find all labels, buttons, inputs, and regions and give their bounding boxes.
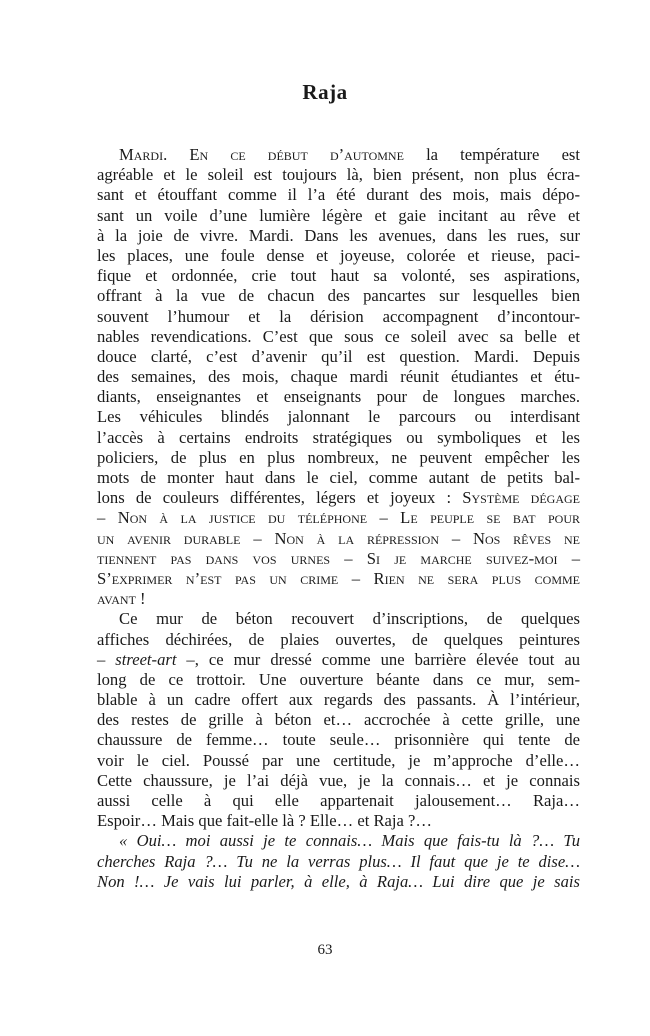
- text-run: Ce mur de béton recouvert d’inscriptions, de quelques: [119, 609, 580, 629]
- text-run: nables revendications. C’est que sous ce soleil avec sa belle et: [97, 326, 580, 346]
- text-run: l’accès à certains endroits stratégiques ou symboliques et les: [97, 427, 580, 447]
- text-line: [97, 751, 580, 771]
- small-caps-text: S’exprimer n’est pas un crime – Rien ne sera plus comme: [97, 568, 580, 588]
- text-line: [97, 286, 580, 306]
- text-run: sant et étouffant comme il l’a été durant des mois, mais dépo-: [97, 185, 580, 205]
- text-line: [97, 549, 580, 569]
- italic-text: street-art: [115, 649, 177, 669]
- text-line: [97, 811, 580, 831]
- text-run: voir le ciel. Poussé par une certitude, je m’approche d’elle…: [97, 750, 580, 770]
- text-line: [97, 347, 580, 367]
- text-run: mots de monter haut dans le ciel, comme autant de petits bal-: [97, 468, 580, 487]
- text-line: [97, 367, 580, 387]
- small-caps-text: tiennent pas dans vos urnes – Si je marche suivez-moi –: [97, 548, 580, 568]
- text-run: blable à un cadre offert aux regards des passants. À l’intérieur,: [97, 690, 580, 710]
- text-line: [97, 872, 580, 892]
- text-run: diants, enseignantes et enseignants pour de longues marches.: [97, 387, 580, 407]
- text-line: [97, 630, 580, 650]
- text-run: chaussure de femme… toute seule… prisonnière qui tente de: [97, 730, 580, 750]
- text-line: [97, 206, 580, 226]
- text-line: [97, 185, 580, 205]
- text-line: [97, 327, 580, 347]
- text-line: [97, 428, 580, 448]
- text-run: Espoir… Mais que fait-elle là ? Elle… et Raja ?…: [97, 811, 432, 831]
- text-run: –, ce mur dressé comme une barrière élevée tout au: [176, 649, 580, 669]
- text-run: Les véhicules blindés jalonnant le parcours ou interdisant: [97, 407, 580, 427]
- text-line: [97, 448, 580, 468]
- text-run: agréable et le soleil est toujours là, bien présent, non plus écra-: [97, 165, 580, 185]
- text-line: [97, 226, 580, 246]
- body-text: [97, 145, 580, 892]
- text-run: sant un voile d’une lumière légère et gaie incitant au rêve et: [97, 205, 580, 225]
- text-run: affiches déchirées, de plaies ouvertes, de quelques peintures: [97, 629, 580, 649]
- text-run: aussi celle à qui elle appartenait jalousement… Raja…: [97, 791, 580, 810]
- text-line: [97, 670, 580, 690]
- text-line: [97, 852, 580, 872]
- text-line: [97, 266, 580, 286]
- small-caps-text: un avenir durable – Non à la répression – Nos rêves ne: [97, 528, 580, 548]
- text-line: [97, 529, 580, 549]
- text-run: douce clarté, c’est d’avenir qu’il est question. Mardi. Depuis: [97, 346, 580, 366]
- chapter-title: Raja: [302, 80, 348, 104]
- small-caps-text: Système dégage: [462, 488, 580, 508]
- italic-text: cherches Raja ?… Tu ne la verras plus… Il faut que je te dise…: [97, 851, 580, 871]
- text-line: [97, 407, 580, 427]
- text-run: policiers, de plus en plus nombreux, ne peuvent empêcher les: [97, 447, 580, 467]
- text-run: à la joie de vivre. Mardi. Dans les avenues, dans les rues, sur: [97, 225, 580, 245]
- text-line: [97, 508, 580, 528]
- text-line: [97, 710, 580, 730]
- text-line: [97, 730, 580, 750]
- text-line: [97, 165, 580, 185]
- text-line: [97, 569, 580, 589]
- text-line: [97, 771, 580, 791]
- small-caps-text: avant !: [97, 589, 146, 609]
- text-run: fique et ordonnée, crie tout haut sa volonté, ses aspirations,: [97, 266, 580, 286]
- text-line: [97, 145, 580, 165]
- text-line: [97, 246, 580, 266]
- text-run: –: [97, 649, 116, 669]
- text-line: [97, 589, 580, 609]
- small-caps-text: Mardi. En ce début d’automne: [119, 145, 404, 164]
- text-run: lons de couleurs différentes, légers et joyeux :: [97, 488, 463, 508]
- text-line: [97, 791, 580, 811]
- text-run: Cette chaussure, je l’ai déjà vue, je la connais… et je connais: [97, 770, 580, 790]
- text-line: [97, 650, 580, 670]
- text-line: [97, 468, 580, 488]
- text-run: des restes de grille à béton et… accrochée à cette grille, une: [97, 710, 580, 730]
- text-run: la température est: [403, 145, 580, 164]
- text-run: offrant à la vue de chacun des pancartes sur lesquelles bien: [97, 286, 580, 306]
- text-run: les places, une foule dense et joyeuse, colorée et rieuse, paci-: [97, 245, 580, 265]
- text-line: [97, 488, 580, 508]
- text-line: [97, 387, 580, 407]
- text-run: long de ce trottoir. Une ouverture béante dans ce mur, sem-: [97, 669, 580, 689]
- text-line: [97, 307, 580, 327]
- text-line: [97, 690, 580, 710]
- text-run: des semaines, des mois, chaque mardi réunit étudiantes et étu-: [97, 367, 580, 387]
- page-number: 63: [317, 942, 333, 958]
- text-line: [97, 609, 580, 629]
- italic-text: Non !… Je vais lui parler, à elle, à Raja… Lui dire que je sais: [97, 871, 580, 891]
- italic-text: « Oui… moi aussi je te connais… Mais que fais-tu là ?… Tu: [119, 831, 580, 851]
- text-run: souvent l’humour et la dérision accompagnent d’incontour-: [97, 306, 580, 326]
- small-caps-text: – Non à la justice du téléphone – Le peuple se bat pour: [97, 508, 580, 528]
- text-line: [97, 831, 580, 851]
